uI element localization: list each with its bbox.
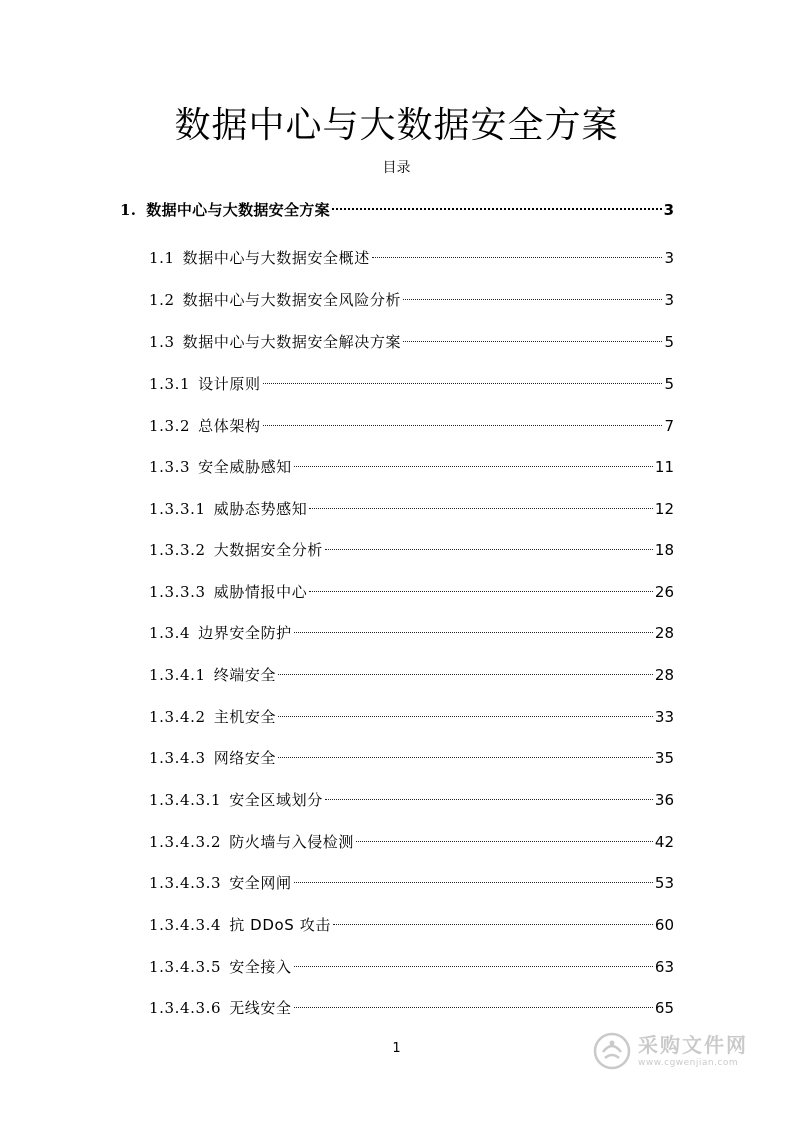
- toc-entry-page: 28: [654, 624, 674, 642]
- toc-entry[interactable]: [149, 372, 674, 396]
- toc-leader-dots: [294, 882, 653, 883]
- toc-entry[interactable]: [149, 830, 674, 854]
- toc-entry-page: 12: [654, 500, 674, 518]
- toc-leader-dots: [333, 924, 653, 925]
- toc-entry-page: 60: [654, 916, 674, 934]
- toc-entry[interactable]: [149, 414, 674, 438]
- toc-entry[interactable]: [149, 580, 674, 604]
- toc-entry-number: 1.1: [149, 249, 175, 267]
- toc-entry-number: 1.3.2: [149, 417, 191, 435]
- toc-entry-title: 安全区域划分: [229, 791, 323, 809]
- toc-leader-dots: [294, 632, 653, 633]
- toc-leader-dots: [294, 1007, 653, 1008]
- toc-entry[interactable]: [149, 663, 674, 687]
- toc-leader-dots: [294, 966, 653, 967]
- toc-entry-title: 数据中心与大数据安全解决方案: [182, 333, 402, 351]
- toc-entry-page: 7: [664, 417, 674, 435]
- page-number: 1: [392, 1041, 401, 1056]
- toc-entry-number: 1.3.4.3.4: [149, 916, 222, 934]
- toc-entry[interactable]: [149, 497, 674, 521]
- toc-entry-title: 威胁情报中心: [213, 583, 308, 601]
- toc-leader-dots: [325, 549, 653, 550]
- toc-entry-title: 终端安全: [213, 666, 277, 684]
- toc-entry-number: 1.3.3.1: [149, 500, 206, 518]
- toc-entry[interactable]: [149, 871, 674, 895]
- watermark: [592, 1028, 782, 1074]
- watermark-logo-icon: [592, 1031, 632, 1071]
- toc-entry-number: 1.3.4.2: [149, 708, 206, 726]
- toc-entry-title: 安全网闸: [229, 874, 292, 892]
- toc-entry-number: 1.3.4.3.3: [149, 874, 222, 892]
- toc-leader-dots: [372, 257, 663, 258]
- toc-entry-page: 5: [664, 375, 674, 393]
- toc-entry[interactable]: [149, 538, 674, 562]
- toc-entry-number: 1.3: [149, 333, 175, 351]
- toc-entry-number: 1.3.3.3: [149, 583, 206, 601]
- toc-entry-page: 65: [654, 999, 674, 1017]
- toc-leader-dots: [278, 757, 653, 758]
- toc-entry-number: 1.3.4.3.2: [149, 833, 222, 851]
- toc-leader-dots: [325, 799, 653, 800]
- toc-leader-dots: [278, 716, 653, 717]
- toc-entry-number: 1.3.4.3.6: [149, 999, 222, 1017]
- toc-entry-page: 11: [654, 458, 674, 476]
- toc-entry[interactable]: [149, 996, 674, 1020]
- toc-entry-number: 1.3.1: [149, 375, 191, 393]
- toc-entry-number: 1.3.4.1: [149, 666, 206, 684]
- toc-entry[interactable]: [149, 455, 674, 479]
- toc-entry-title: 总体架构: [198, 417, 261, 435]
- toc-entry-number: 1.3.3: [149, 458, 191, 476]
- toc-leader-dots: [403, 341, 662, 342]
- toc-entry-number: 1.3.4.3: [149, 749, 206, 767]
- document-title: 数据中心与大数据安全方案: [174, 105, 619, 146]
- toc-entry[interactable]: [149, 913, 674, 937]
- toc-entry[interactable]: [149, 621, 674, 645]
- toc-entry-number: 1.2: [149, 291, 175, 309]
- toc-entry-page: 26: [654, 583, 674, 601]
- toc-entry-page: 35: [654, 749, 674, 767]
- toc-entry[interactable]: [149, 746, 674, 770]
- toc-leader-dots: [263, 383, 663, 384]
- toc-entry-page: 36: [654, 791, 674, 809]
- toc-leader-dots: [309, 508, 653, 509]
- toc-leader-dots: [356, 841, 653, 842]
- toc-entry-title: 数据中心与大数据安全概述: [182, 249, 370, 267]
- toc-entry-number: 1.: [120, 201, 137, 219]
- toc-leader-dots: [403, 299, 662, 300]
- toc-entry-page: 42: [654, 833, 674, 851]
- toc-entry-title: 边界安全防护: [198, 624, 292, 642]
- toc-entry[interactable]: [149, 288, 674, 312]
- toc-heading: 目录: [382, 160, 411, 176]
- toc-entry[interactable]: [149, 788, 674, 812]
- toc-entry-page: 3: [663, 201, 674, 219]
- watermark-url: www.cgwenjian.com: [638, 1058, 739, 1068]
- toc-entry-title: 防火墙与入侵检测: [229, 833, 355, 851]
- toc-entry-page: 28: [654, 666, 674, 684]
- toc-entry-page: 18: [654, 541, 674, 559]
- toc-entry-page: 53: [654, 874, 674, 892]
- toc-entry[interactable]: [149, 705, 674, 729]
- toc-entry-number: 1.3.4: [149, 624, 191, 642]
- toc-leader-dots: [294, 466, 653, 467]
- toc-entry-title: 安全威胁感知: [198, 458, 292, 476]
- toc-entry-page: 5: [664, 333, 674, 351]
- toc-entry-title: 无线安全: [229, 999, 292, 1017]
- toc-entry-title: 主机安全: [213, 708, 277, 726]
- watermark-name: 采购文件网: [638, 1033, 748, 1057]
- toc-entry-title: 数据中心与大数据安全方案: [146, 201, 330, 219]
- toc-entry[interactable]: [149, 955, 674, 979]
- toc-entry-title: 抗 DDoS 攻击: [229, 916, 331, 934]
- toc-entry-title: 数据中心与大数据安全风险分析: [182, 291, 402, 309]
- toc-entry-title: 威胁态势感知: [213, 500, 308, 518]
- toc-entry-title: 设计原则: [198, 375, 261, 393]
- toc-entry[interactable]: [120, 198, 674, 222]
- toc-entry-page: 3: [664, 249, 674, 267]
- toc-entry-title: 大数据安全分析: [213, 541, 323, 559]
- toc-leader-dots: [263, 425, 663, 426]
- toc-entry[interactable]: [149, 246, 674, 270]
- toc-entry-page: 63: [654, 958, 674, 976]
- toc-entry[interactable]: [149, 330, 674, 354]
- toc-leader-dots: [278, 674, 653, 675]
- toc-entry-number: 1.3.4.3.1: [149, 791, 222, 809]
- toc-leader-dots: [309, 591, 653, 592]
- toc-leader-dots: [332, 208, 662, 210]
- toc-entry-title: 网络安全: [213, 749, 277, 767]
- toc-entry-title: 安全接入: [229, 958, 292, 976]
- toc-entry-number: 1.3.4.3.5: [149, 958, 222, 976]
- toc-entry-page: 33: [654, 708, 674, 726]
- toc-entry-page: 3: [664, 291, 674, 309]
- toc-entry-number: 1.3.3.2: [149, 541, 206, 559]
